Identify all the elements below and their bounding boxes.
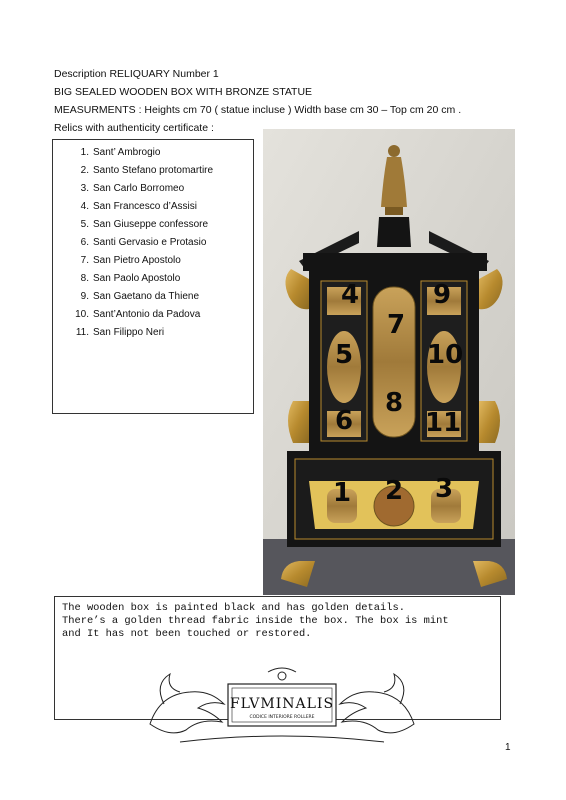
item-number: 1. <box>80 147 89 158</box>
item-title: BIG SEALED WOODEN BOX WITH BRONZE STATUE <box>54 86 313 98</box>
item-number: 11. <box>75 327 89 338</box>
relics-heading: Relics with authenticity certificate : <box>54 122 214 134</box>
marker-9: 9 <box>433 280 452 310</box>
measurements: MEASURMENTS : Heights cm 70 ( statue incluse ) Width base cm 30 – Top cm 20 cm . <box>54 104 462 116</box>
list-item <box>53 324 253 342</box>
description-line-1: The wooden box is painted black and has golden details. <box>62 602 405 614</box>
description-title: Description RELIQUARY Number 1 <box>54 68 219 80</box>
relic-name: Santo Stefano protomartire <box>93 165 214 176</box>
list-item <box>53 162 253 180</box>
item-number: 9. <box>80 291 89 302</box>
item-number: 8. <box>80 273 89 284</box>
reliquary-photo <box>263 129 515 595</box>
relic-name: San Paolo Apostolo <box>93 273 181 284</box>
marker-5: 5 <box>335 340 354 370</box>
list-item <box>53 288 253 306</box>
page-number: 1 <box>505 742 511 753</box>
relic-name: San Giuseppe confessore <box>93 219 209 230</box>
plinth <box>377 217 411 247</box>
marker-7: 7 <box>387 310 406 340</box>
item-number: 3. <box>80 183 89 194</box>
item-number: 4. <box>80 201 89 212</box>
list-item <box>53 252 253 270</box>
list-item <box>53 198 253 216</box>
marker-10: 10 <box>427 340 464 370</box>
marker-11: 11 <box>425 408 462 438</box>
relic-name: Santi Gervasio e Protasio <box>93 237 207 248</box>
logo-sub: CODICE INTERIORE ROLLERE <box>249 715 315 720</box>
relic-list <box>53 140 253 342</box>
marker-1: 1 <box>333 478 352 508</box>
logo-brand: FLVMINALIS <box>229 696 335 712</box>
item-number: 7. <box>80 255 89 266</box>
marker-4: 4 <box>341 280 360 310</box>
list-item <box>53 216 253 234</box>
marker-6: 6 <box>335 406 354 436</box>
description-line-3: and It has not been touched or restored. <box>62 628 312 640</box>
flvminalis-logo <box>140 664 424 748</box>
list-item <box>53 234 253 252</box>
list-item <box>53 306 253 324</box>
relic-list-box <box>52 139 254 414</box>
marker-8: 8 <box>385 388 404 418</box>
item-number: 5. <box>80 219 89 230</box>
relic-name: San Filippo Neri <box>93 327 165 338</box>
item-number: 10. <box>75 309 89 320</box>
scroll-left-lower <box>288 401 309 443</box>
relic-name: San Francesco d’Assisi <box>93 201 197 212</box>
list-item <box>53 270 253 288</box>
marker-2: 2 <box>385 476 404 506</box>
relic-name: San Carlo Borromeo <box>93 183 185 194</box>
item-number: 2. <box>80 165 89 176</box>
relic-name: Sant’ Ambrogio <box>93 147 161 158</box>
item-number: 6. <box>80 237 89 248</box>
description-line-2: There’s a golden thread fabric inside the box. The box is mint <box>62 615 449 627</box>
relic-name: Sant’Antonio da Padova <box>93 309 201 320</box>
list-item <box>53 144 253 162</box>
relic-name: San Pietro Apostolo <box>93 255 181 266</box>
marker-3: 3 <box>435 474 454 504</box>
relic-name: San Gaetano da Thiene <box>93 291 200 302</box>
scroll-right-lower <box>479 401 500 443</box>
list-item <box>53 180 253 198</box>
